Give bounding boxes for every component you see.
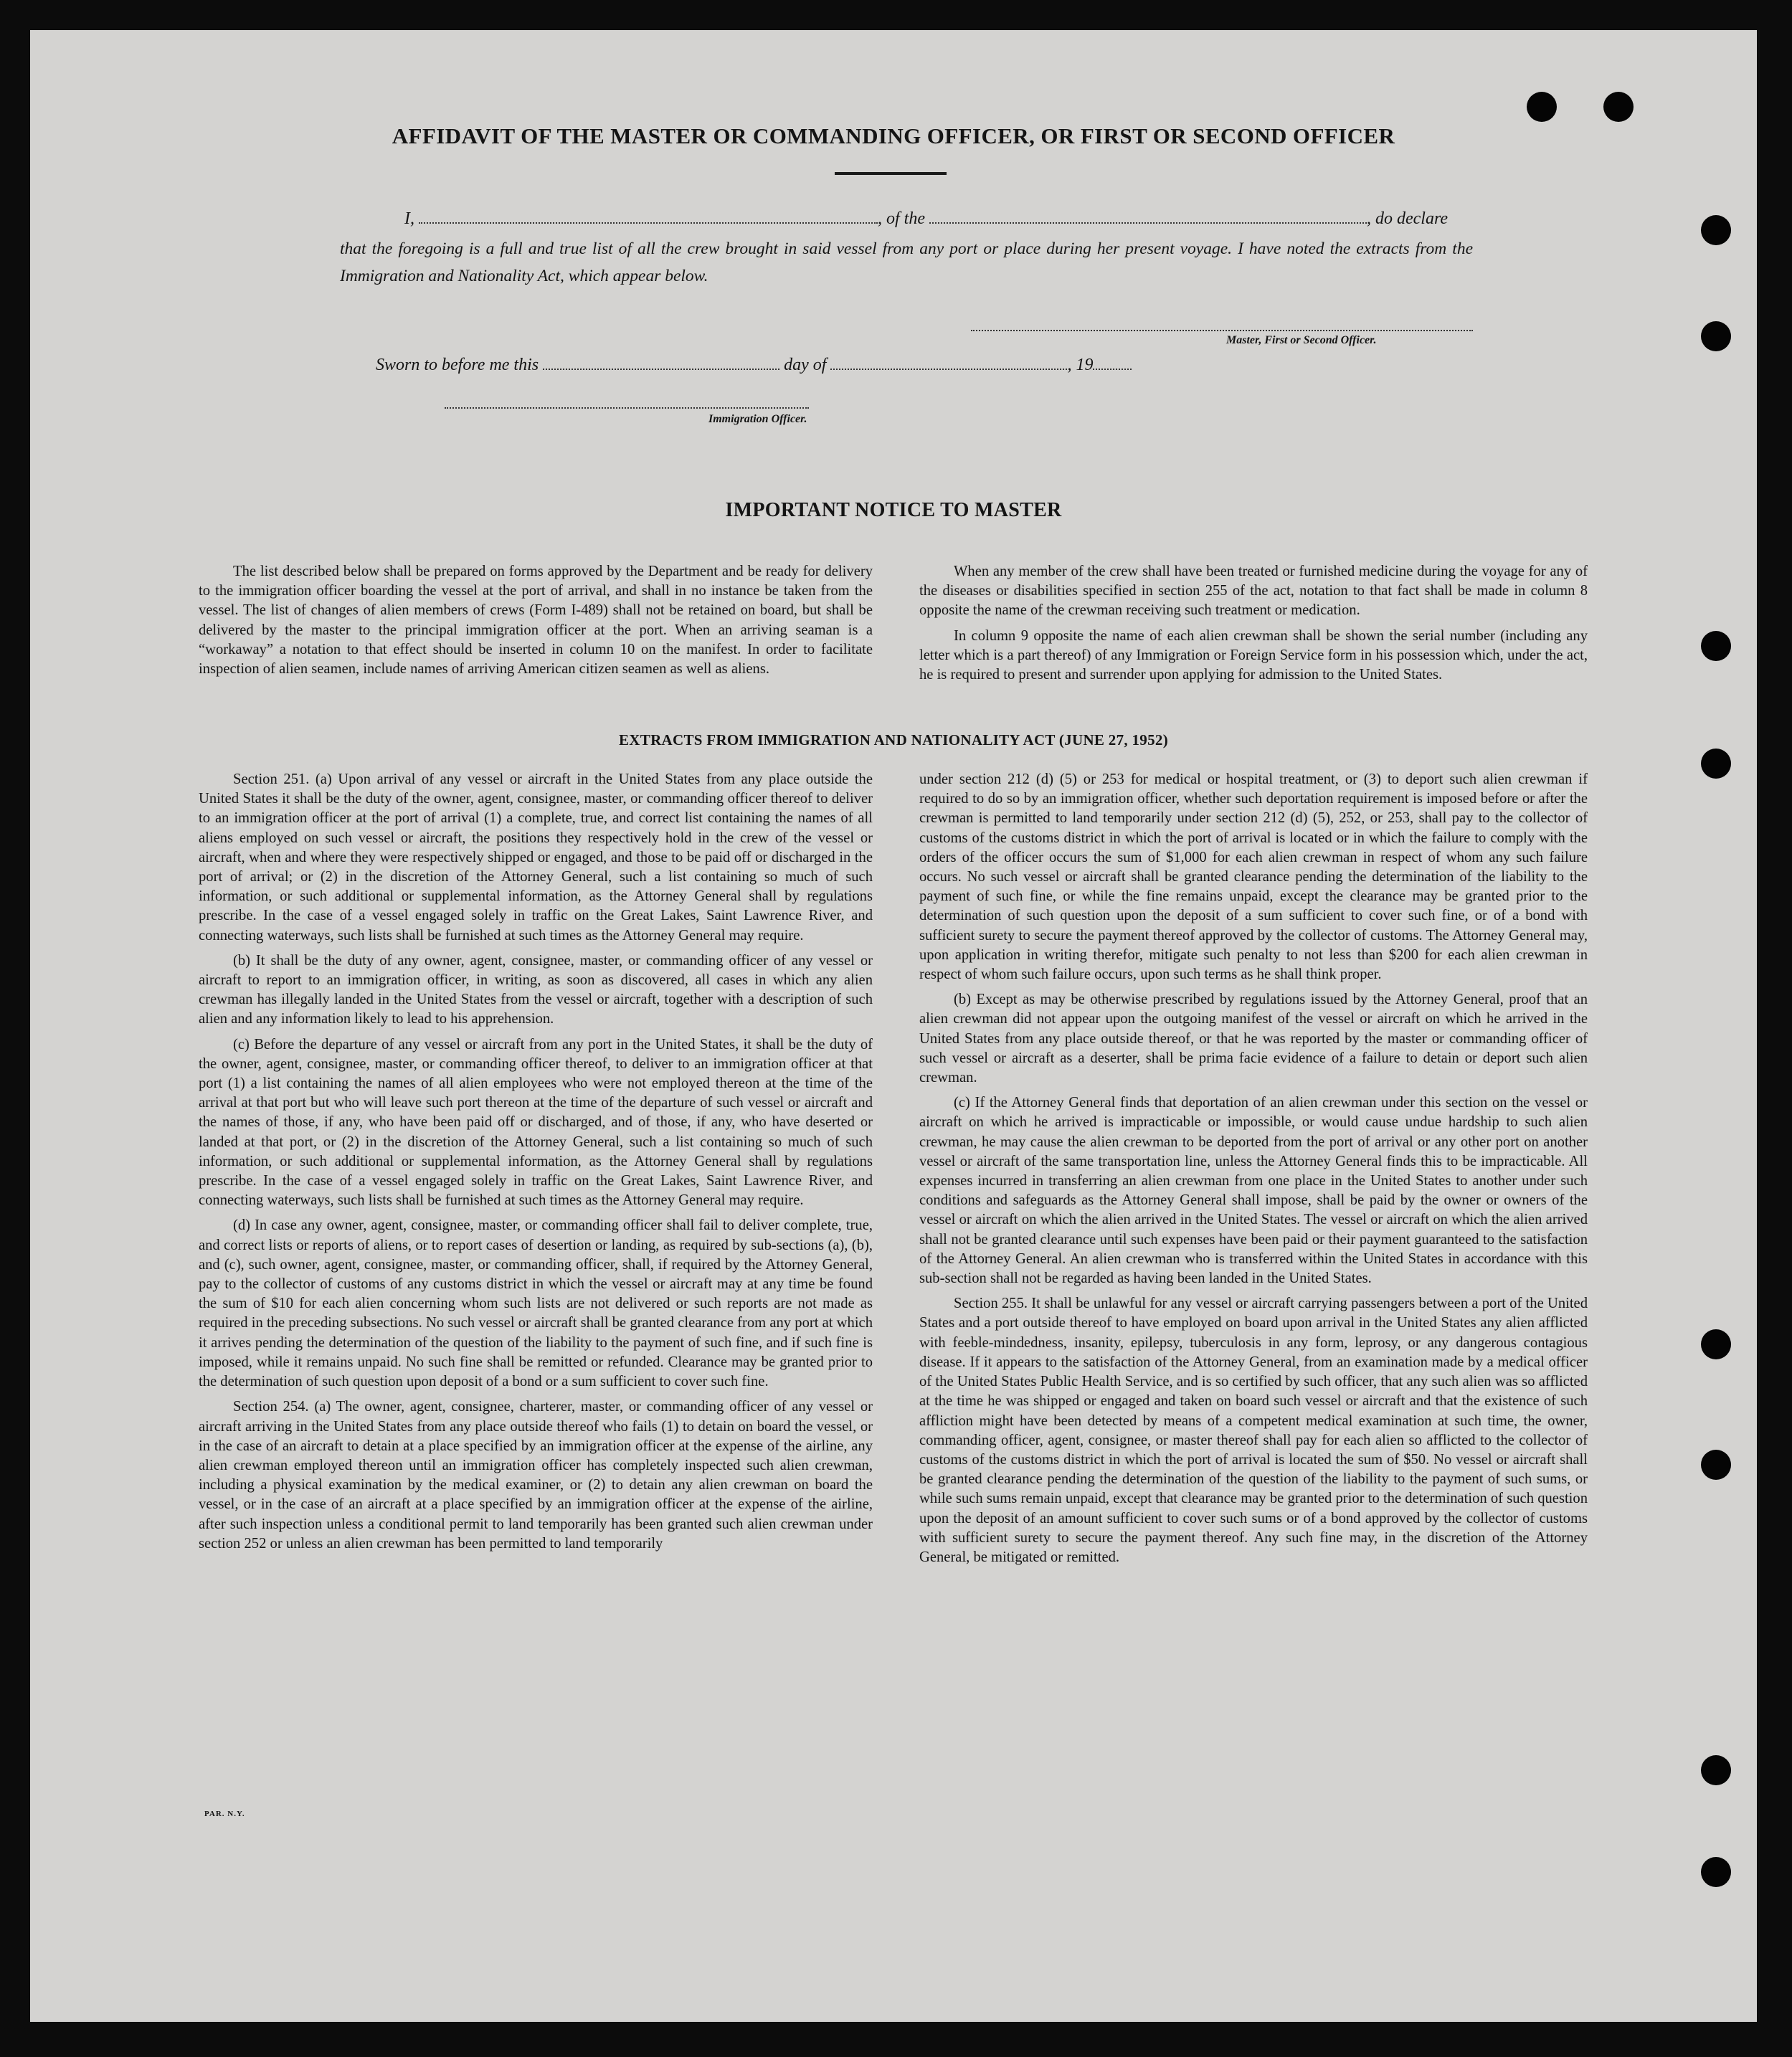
day-of-label: day of (784, 356, 827, 374)
section-paragraph: Section 251. (a) Upon arrival of any vessel or aircraft in the United States from any place outside the United States it shall be the duty of the owner, agent, consignee, master, or commanding officer thereof to deliver to an immigration officer at the port of arrival (1) a complete, true, and correct list containing the names of all aliens employed on such vessel or aircraft, the positions they respectively hold in the crew of the vessel or aircraft, when and where they were respectively shipped or engaged, and those to be paid off or discharged in the port of arrival; or (2) in the discretion of the Attorney General, such a list containing so much of such information, or such additional or supplemental information, as the Attorney General shall by regulations prescribe. In the case of a vessel engaged solely in traffic on the Great Lakes, Saint Lawrence River, and connecting waterways, such lists shall be furnished at such times as the Attorney General may require. (199, 771, 873, 944)
binder-hole (1701, 1755, 1731, 1785)
sworn-day-blank[interactable] (543, 354, 779, 370)
of-the-label: , of the (878, 209, 925, 228)
section-paragraph: under section 212 (d) (5) or 253 for medical or hospital treatment, or (3) to deport such alien crewman if required to do so by an immigration officer, whether such deportation requirement is imposed before or after the crewman is permitted to land temporarily under section 212 (d) (5), 252, or 253, shall pay to the collector of customs of the customs district in which the port of arrival is located or in which the failure to comply with the orders of the officer occurs the sum of $1,000 for each alien crewman in respect of whom any such failure occurs. No such vessel or aircraft shall be granted clearance pending the determination of the liability to the payment of such fine, or while the fine remains unpaid, except the clearance may be granted prior to the determination of such question upon the deposit of a sum sufficient to cover such fine, or of a bond with sufficient surety to secure the payment thereof approved by the collector of customs. The Attorney General may, upon application in writing therefor, mitigate such penalty to not less than $200 for each alien crewman in respect of whom such failure occurs, upon such terms as he shall think proper. (919, 771, 1588, 983)
binder-hole (1701, 1450, 1731, 1480)
binder-hole (1701, 1329, 1731, 1359)
title-rule (835, 172, 947, 175)
sworn-year-blank[interactable] (1093, 354, 1132, 370)
notice-paragraph: In column 9 opposite the name of each alien crewman shall be shown the serial number (including any letter which is a part thereof) of any Immigration or Foreign Service form in his possession which, under the act, he is required to present and surrender upon applying for admission to the United States. (919, 627, 1588, 683)
sworn-month-blank[interactable] (830, 354, 1067, 370)
declarant-i-label: I, (404, 209, 414, 228)
section-paragraph: (b) It shall be the duty of any owner, agent, consignee, master, or commanding officer of any vessel or aircraft to report to an immigration officer, in writing, as soon as discovered, all cases in which any alien crewman has illegally landed in the United States from the vessel or aircraft, together with a description of such alien and any information likely to lead to his apprehension. (199, 952, 873, 1027)
signature-line[interactable] (971, 330, 1473, 331)
extracts-left-column (199, 770, 873, 1559)
declarant-line (404, 208, 1448, 229)
do-declare-label: , do declare (1367, 209, 1449, 228)
binder-hole (1701, 749, 1731, 779)
officer-caption: Immigration Officer. (708, 413, 807, 425)
sworn-prefix: Sworn to before me this (376, 356, 539, 374)
signature-caption: Master, First or Second Officer. (1226, 334, 1377, 346)
section-paragraph: (c) Before the departure of any vessel or aircraft from any port in the United States, it shall be the duty of the owner, agent, consignee, master, or commanding officer thereof, to deliver to an immigration officer at that port (1) a list containing the names of all alien employees who were not employed thereon at the time of the arrival at that port but who will leave such port thereon at the time of the departure of such vessel or aircraft and the names of those, if any, who have been paid off or discharged, and of those, if any, who have deserted or landed at that port, or (2) in the discretion of the Attorney General, such a list containing so much of such information, or such additional or supplemental information, as the Attorney General shall by regulations prescribe. In the case of a vessel engaged solely in traffic on the Great Lakes, Saint Lawrence River, and connecting waterways, such lists shall be furnished at such times as the Attorney General may require. (199, 1036, 873, 1209)
officer-signature-line[interactable] (445, 407, 809, 409)
notice-paragraph: The list described below shall be prepared on forms approved by the Department and be ready for delivery to the immigration officer boarding the vessel at the port of arrival, and shall in no instance be taken from the vessel. The list of changes of alien members of crews (Form I-489) shall not be retained on board, but shall be delivered by the master to the principal immigration officer at the port. When an arriving seaman is a “workaway” a notation to that effect should be inserted in column 10 on the manifest. In order to facilitate inspection of alien seamen, include names of arriving American citizen seamen as well as aliens. (199, 564, 873, 678)
notice-paragraph: When any member of the crew shall have been treated or furnished medicine during the voyage for any of the diseases or disabilities specified in section 255 of the act, notation to that fact shall be made in column 8 opposite the name of the crewman receiving such treatment or medication. (919, 564, 1588, 619)
notice-right-column (919, 562, 1588, 690)
binder-hole (1701, 215, 1731, 245)
section-paragraph: Section 254. (a) The owner, agent, consignee, charterer, master, or commanding officer of any vessel or aircraft arriving in the United States from any place outside thereof who fails (1) to detain on board the vessel, or in the case of an aircraft to detain at a place specified by an immigration officer at the expense of the airline, any alien crewman employed thereon until an immigration officer has completely inspected such alien crewman, including a physical examination by the medical examiner, or (2) to detain any alien crewman on board the vessel, or in the case of an aircraft at a place specified by an immigration officer at the expense of the airline, after such inspection unless a conditional permit to land temporarily has been granted such alien crewman under section 252 or unless an alien crewman has been permitted to land temporarily (199, 1399, 873, 1552)
affidavit-title: AFFIDAVIT OF THE MASTER OR COMMANDING OFFICER, OR FIRST OR SECOND OFFICER (392, 123, 1395, 148)
declaration-text: that the foregoing is a full and true list of all the crew brought in said vessel from any port or place during her present voyage. I have noted the extracts from the Immigration and Nationality Act, which appear below. (340, 239, 1473, 285)
section-paragraph: (c) If the Attorney General finds that deportation of an alien crewman under this section on the vessel or aircraft on which he arrived is impracticable or impossible, or would cause undue hardship to such alien crewman, he may cause the alien crewman to be deported from the port of arrival or any other port on another vessel or aircraft of the same transportation line, unless the Attorney General finds this to be impracticable. All expenses incurred in transferring an alien crewman from one place in the United States to another under such conditions and safeguards as the Attorney General shall impose, shall be paid by the owner or owners of the vessel or aircraft on which the alien arrived in the United States. The vessel or aircraft on which the alien arrived shall not be granted clearance until such expenses have been paid or their payment guaranteed to the satisfaction of the Attorney General. An alien crewman who is transferred within the United States in accordance with this sub-section shall not be regarded as having been landed in the United States. (919, 1095, 1588, 1287)
binder-hole (1527, 92, 1557, 122)
notice-heading: IMPORTANT NOTICE TO MASTER (725, 499, 1062, 521)
section-paragraph: (d) In case any owner, agent, consignee, master, or commanding officer shall fail to deliver complete, true, and correct lists or reports of aliens, or to report cases of desertion or landing, as required by sub-sections (a), (b), and (c), such owner, agent, consignee, master, or commanding officer, shall, if required by the Attorney General, pay to the collector of customs of any customs district in which the vessel or aircraft may at any time be found the sum of $10 for each alien concerning whom such lists are not delivered or such reports are not made as required in the preceding subsections. No such vessel or aircraft shall be granted clearance from any port at which it arrives pending the determination of the question of the liability to the payment of such fine, and if such fine is imposed, while it remains unpaid. No such fine shall be remitted or refunded. Clearance may be granted prior to the determination of such question upon deposit of a bond or a sum sufficient to cover such fine. (199, 1217, 873, 1390)
printer-code: PAR. N.Y. (204, 1810, 245, 1818)
vessel-name-blank[interactable] (929, 208, 1367, 224)
binder-hole (1701, 1857, 1731, 1887)
declarant-name-blank[interactable] (419, 208, 878, 224)
notice-left-column (199, 562, 873, 685)
extracts-heading: EXTRACTS FROM IMMIGRATION AND NATIONALITY ACT (JUNE 27, 1952) (619, 731, 1168, 749)
binder-hole (1701, 321, 1731, 351)
binder-hole (1603, 92, 1634, 122)
section-paragraph: (b) Except as may be otherwise prescribed by regulations issued by the Attorney General, proof that an alien crewman did not appear upon the outgoing manifest of the vessel or aircraft on which he arrived in the United States from any place outside thereof, or that he was reported by the master or commanding officer of such vessel or aircraft as a deserter, shall be prima facie evidence of a failure to detain or deport such alien crewman. (919, 992, 1588, 1086)
extracts-right-column (919, 770, 1588, 1573)
document-page (30, 30, 1757, 2022)
year-label: , 19 (1067, 356, 1094, 374)
sworn-line (376, 354, 1132, 375)
section-paragraph: Section 255. It shall be unlawful for any vessel or aircraft carrying passengers between a port of the United States and a port outside thereof to have employed on board upon arrival in the United States any alien afflicted with feeble-mindedness, insanity, epilepsy, tuberculosis in any form, leprosy, or any dangerous contagious disease. If it appears to the satisfaction of the Attorney General, from an examination made by a medical officer of the United States Public Health Service, and is so certified by such officer, that any such alien was so afflicted at the time he was shipped or engaged and taken on board such vessel or aircraft and that the existence of such affliction might have been detected by means of a competent medical examination at such time, the owner, commanding officer, agent, consignee, or master thereof shall pay for each alien so afflicted to the collector of customs of the customs district in which the port of arrival is located the sum of $50. No vessel or aircraft shall be granted clearance pending the determination of the question of the liability to the payment of such sums, or while such sums remain unpaid, except that clearance may be granted prior to the determination of such question upon the deposit of an amount sufficient to cover such sums or of a bond approved by the collector of customs with sufficient surety to secure the payment thereof. Any such fine may, in the discretion of the Attorney General, be mitigated or remitted. (919, 1296, 1588, 1565)
binder-hole (1701, 631, 1731, 661)
